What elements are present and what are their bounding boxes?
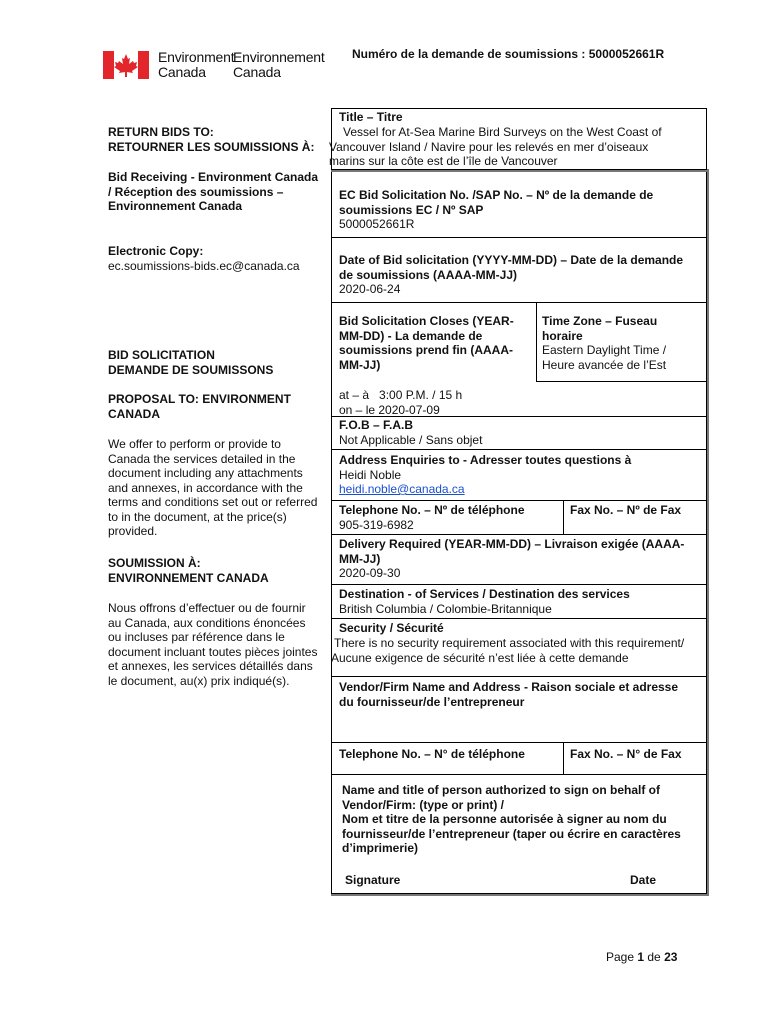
offer-en-line: We offer to perform or provide to [108,437,281,451]
return-bids-block [108,125,314,154]
title-line: Vancouver Island / Navire pour les relevés en mer d’oiseaux [329,139,649,154]
telephone-label: Telephone No. – Nº de téléphone [339,503,525,517]
offer-en-line: and annexes, in accordance with the [108,480,303,495]
offer-fr-line: au Canada, aux conditions énoncées [108,615,306,630]
form-rule [331,584,707,585]
form-shadow [707,169,709,895]
offer-fr-paragraph [108,601,317,688]
bid-receiving-block [108,170,318,214]
authorized-person-label [342,783,681,856]
form-rule [331,534,707,535]
page-current: 1 [637,950,645,964]
page-indicator [606,950,677,965]
sap-value: 5000052661R [339,217,415,231]
signature-label: Signature [345,873,401,887]
offer-en-line: document including any attachments [108,466,303,480]
telephone-field [339,503,525,532]
vendor-label-line: Vendor/Firm Name and Address - Raison sociale et adresse [339,680,679,694]
canada-flag-icon [103,51,149,79]
electronic-copy-block [108,244,300,273]
offer-fr-line: le document, au(x) prix indiqué(s). [108,673,290,688]
date-label-line: Date of Bid solicitation (YYYY-MM-DD) – Date de la demande [339,253,684,267]
vendor-label [339,680,678,709]
form-shadow [331,894,709,896]
closes-label-line: MM-DD) - La demande de [339,328,483,343]
timezone-label-line: Time Zone – Fuseau [542,314,658,328]
sap-label-line: soumissions EC / Nº SAP [339,202,484,217]
form-rule [563,500,564,534]
electronic-copy-label: Electronic Copy: [108,244,204,258]
return-bids-en: RETURN BIDS TO: [108,125,214,139]
vendor-fax-label: Fax No. – N° de Fax [570,747,682,761]
closes-label [339,314,514,372]
solicitation-date-field [339,253,683,297]
authorized-label-line: Nom et titre de la personne autorisée à signer au nom du [342,812,667,826]
form-rule [331,676,707,677]
bid-receiving-line: Bid Receiving - Environment Canada [108,170,319,184]
dept-fr-2: Canada [233,64,281,80]
offer-fr-line: et annexes, les services détaillés dans [108,659,313,673]
enquiries-field [339,453,631,497]
form-rule [331,742,707,743]
title-label: Title – Titre [339,110,403,124]
form-left-border [331,108,332,894]
dept-en-2: Canada [158,64,206,80]
security-label: Security / Sécurité [339,621,444,635]
form-rule [536,302,537,382]
bid-receiving-line: / Réception des soumissions – [108,184,284,199]
form-rule [331,237,707,238]
date-sign-label: Date [630,873,657,887]
delivery-field [339,537,684,581]
dept-fr-1: Environnement [233,49,325,65]
dept-en-1: Environment [158,49,235,65]
fob-label: F.O.B – F.A.B [339,418,414,432]
closes-label-line: soumissions prend fin (AAAA- [339,343,514,357]
page-total: 23 [664,950,678,964]
bid-receiving-line: Environnement Canada [108,199,243,213]
page-middle: de [644,950,665,964]
soumission-heading [108,556,269,585]
date-value: 2020-06-24 [339,282,401,296]
proposal-to-heading [108,392,291,421]
sap-label-line: EC Bid Solicitation No. /SAP No. – Nº de la demande de [339,188,654,202]
destination-label: Destination - of Services / Destination des services [339,587,630,601]
timezone-label-line: horaire [542,328,583,343]
form-rule [331,449,707,450]
sap-field [339,188,653,232]
solicitation-number-header: Numéro de la demande de soumissions : 5000052661R [352,47,665,61]
soumission-line: SOUMISSION À: [108,556,201,570]
page-prefix: Page [606,950,638,964]
timezone-value-line: Heure avancée de l’Est [542,357,667,372]
offer-fr-line: ou incluses par référence dans le [108,630,285,644]
electronic-copy-email: ec.soumissions-bids.ec@canada.ca [108,258,300,273]
form-rule [536,381,706,382]
fax-label: Fax No. – Nº de Fax [570,503,682,517]
closes-label-line: MM-JJ) [339,357,381,372]
form-rule [331,302,707,303]
destination-value: British Columbia / Colombie-Britannique [339,601,552,616]
authorized-label-line: d’imprimerie) [342,841,419,855]
form-rule [331,774,707,775]
telephone-value: 905-319-6982 [339,517,414,532]
authorized-label-line: Name and title of person authorized to sign on behalf of [342,783,661,797]
form-rule [563,742,564,774]
offer-en-line: to in the document, at the price(s) [108,509,287,524]
soumission-line: ENVIRONNEMENT CANADA [108,570,269,585]
vendor-label-line: du fournisseur/de l’entrepreneur [339,694,525,709]
offer-en-line: provided. [108,524,158,538]
closing-time [339,388,462,417]
bid-solicitation-line: BID SOLICITATION [108,348,215,362]
delivery-label-line: Delivery Required (YEAR-MM-DD) – Livraison exigée (AAAA- [339,537,685,551]
proposal-to-line: CANADA [108,406,160,421]
delivery-label-line: MM-JJ) [339,551,381,566]
form-rule [331,500,707,501]
date-label-line: de soumissions (AAAA-MM-JJ) [339,267,518,282]
title-line: marins sur la côte est de l’île de Vancouver [329,154,558,168]
title-line: Vessel for At-Sea Marine Bird Surveys on the West Coast of [343,125,662,139]
closes-at: at – à 3:00 P.M. / 15 h [339,388,463,402]
fob-field [339,418,482,447]
form-rule [331,618,707,619]
proposal-to-line: PROPOSAL TO: ENVIRONMENT [108,392,291,406]
form-shadow [331,170,707,172]
return-bids-fr: RETOURNER LES SOUMISSIONS À: [108,139,315,154]
enquiries-label: Address Enquiries to - Adresser toutes questions à [339,453,632,467]
authorized-label-line: Vendor/Firm: (type or print) / [342,797,505,812]
enquiries-name: Heidi Noble [339,467,402,482]
enquiries-email-link[interactable]: heidi.noble@canada.ca [339,482,465,496]
offer-fr-line: Nous offrons d’effectuer ou de fournir [108,601,306,615]
delivery-value: 2020-09-30 [339,566,401,580]
security-line: Aucune exigence de sécurité n’est liée à cette demande [331,650,629,665]
closes-label-line: Bid Solicitation Closes (YEAR- [339,314,514,328]
bid-solicitation-line: DEMANDE DE SOUMISSONS [108,362,274,377]
security-value [331,636,685,665]
offer-en-line: terms and conditions set out or referred [108,495,318,509]
authorized-label-line: fournisseur/de l’entrepreneur (taper ou écrire en caractères [342,826,681,841]
closes-on: on – le 2020-07-09 [339,402,440,417]
security-line: There is no security requirement associated with this requirement/ [334,636,685,650]
timezone-value-line: Eastern Daylight Time / [542,343,667,357]
vendor-telephone-label: Telephone No. – N° de téléphone [339,747,525,761]
offer-en-line: Canada the services detailed in the [108,451,296,466]
title-value [329,125,662,169]
bid-solicitation-heading [108,348,273,377]
offer-fr-line: document incluant toutes pièces jointes [108,644,318,659]
fob-value: Not Applicable / Sans objet [339,432,483,447]
timezone-field [542,314,666,372]
destination-field [339,587,630,616]
form-rule [331,108,707,109]
offer-en-paragraph [108,437,317,539]
